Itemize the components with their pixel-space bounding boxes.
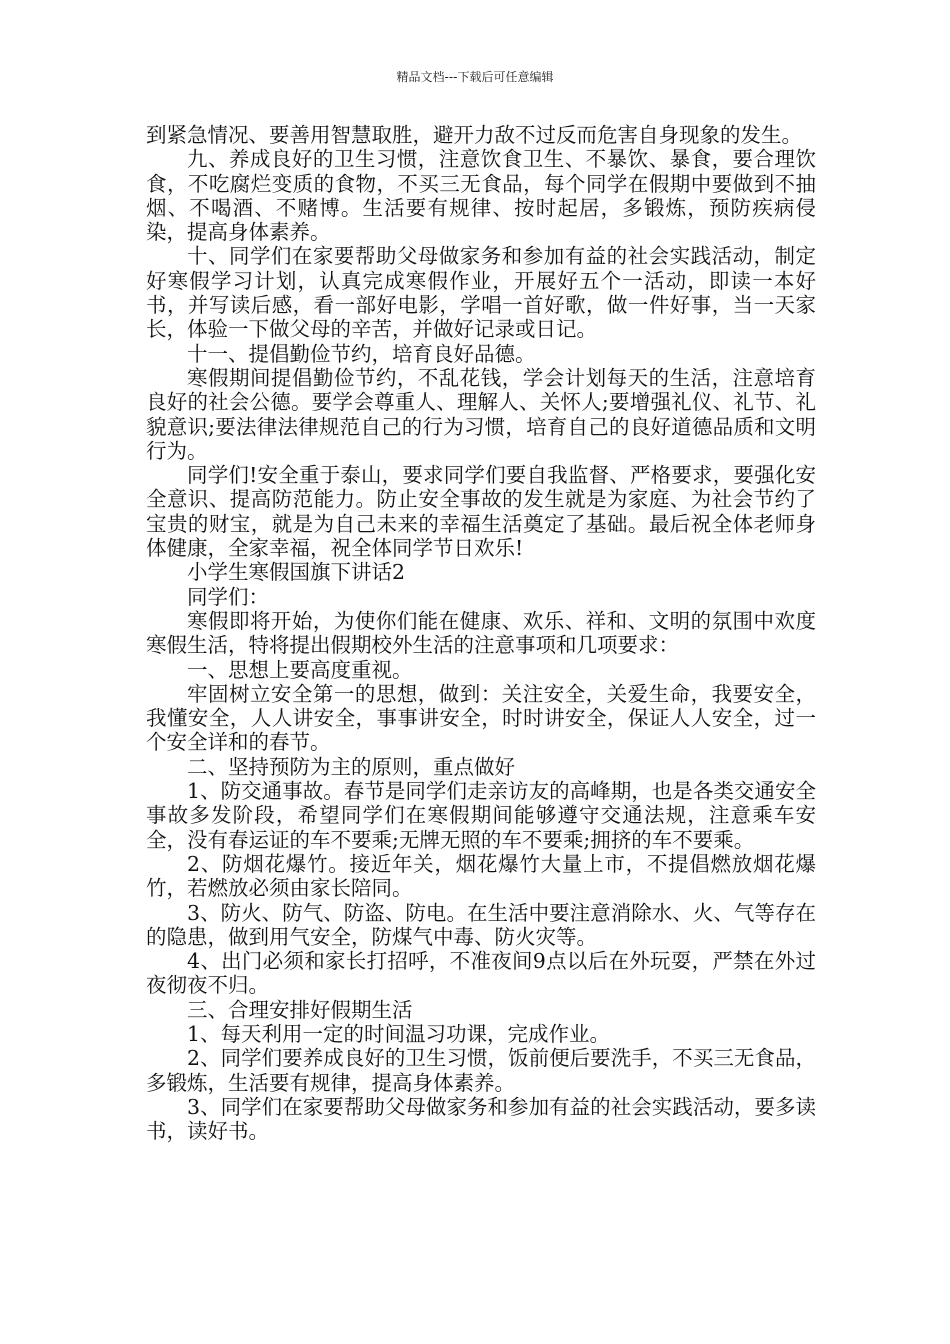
paragraph: 十一、提倡勤俭节约，培育良好品德。 (187, 341, 536, 366)
paragraph: 同学们： (187, 584, 269, 609)
paragraph: 到紧急情况、要善用智慧取胜，避开力敌不过反而危害自身现象的发生。 (146, 123, 802, 147)
paragraph: 3、防火、防气、防盗、防电。在生活中要注意消除水、火、气等存在的隐患，做到用气安全，防煤气中毒、防火灾等。 (146, 900, 816, 949)
paragraph: 2、防烟花爆竹。接近年关，烟花爆竹大量上市，不提倡燃放烟花爆竹，若燃放必须由家长陪同。 (146, 851, 816, 901)
paragraph: 寒假即将开始，为使你们能在健康、欢乐、祥和、文明的氛围中欢度寒假生活，特将提出假期校外生活的注意事项和几项要求： (146, 608, 816, 658)
page-header: 精品文档---下载后可任意编辑 (396, 70, 554, 84)
paragraph: 牢固树立安全第一的思想，做到：关注安全，关爱生命，我要安全，我懂安全，人人讲安全，事事讲安全，时时讲安全，保证人人安全，过一个安全详和的春节。 (146, 681, 816, 755)
paragraph: 1、防交通事故。春节是同学们走亲访友的高峰期，也是各类交通安全事故多发阶段，希望同学们在寒假期间能够遵守交通法规，注意乘车安全，没有春运证的车不要乘;无牌无照的车不要乘;拥挤的车不要乘。 (146, 779, 816, 852)
paragraph: 十、同学们在家要帮助父母做家务和参加有益的社会实践活动，制定好寒假学习计划，认真完成寒假作业，开展好五个一活动，即读一本好书，并写读后感，看一部好电影，学唱一首好歌，做一件好事，当一天家长，体验一下做父母的辛苦，并做好记录或日记。 (146, 244, 816, 342)
paragraph: 九、养成良好的卫生习惯，注意饮食卫生、不暴饮、暴食，要合理饮食，不吃腐烂变质的食物，不买三无食品，每个同学在假期中要做到不抽烟、不喝酒、不赌博。生活要有规律、按时起居，多锻炼，预防疾病侵染，提高身体素养。 (146, 147, 816, 245)
paragraph: 1、每天利用一定的时间温习功课，完成作业。 (187, 1021, 611, 1046)
paragraph: 二、坚持预防为主的原则，重点做好 (187, 754, 515, 779)
document-body (146, 123, 816, 1143)
paragraph: 2、同学们要养成良好的卫生习惯，饭前便后要洗手，不买三无食品，多锻炼，生活要有规律，提高身体素养。 (146, 1046, 816, 1095)
paragraph: 小学生寒假国旗下讲话2 (187, 560, 406, 585)
paragraph: 4、出门必须和家长打招呼，不准夜间9点以后在外玩耍，严禁在外过夜彻夜不归。 (146, 949, 816, 998)
paragraph: 同学们!安全重于泰山，要求同学们要自我监督、严格要求，要强化安全意识、提高防范能力。防止安全事故的发生就是为家庭、为社会节约了宝贵的财宝，就是为自己未来的幸福生活奠定了基础。最后祝全体老师身体健康，全家幸福，祝全体同学节日欢乐! (146, 463, 816, 561)
paragraph: 一、思想上要高度重视。 (187, 657, 413, 682)
paragraph: 寒假期间提倡勤俭节约，不乱花钱，学会计划每天的生活，注意培育良好的社会公德。要学会尊重人、理解人、关怀人;要增强礼仪、礼节、礼貌意识;要法律法律规范自己的行为习惯，培育自己的良好道德品质和文明行为。 (146, 365, 816, 463)
paragraph: 3、同学们在家要帮助父母做家务和参加有益的社会实践活动，要多读书，读好书。 (146, 1094, 816, 1144)
paragraph: 三、合理安排好假期生活 (187, 997, 413, 1022)
